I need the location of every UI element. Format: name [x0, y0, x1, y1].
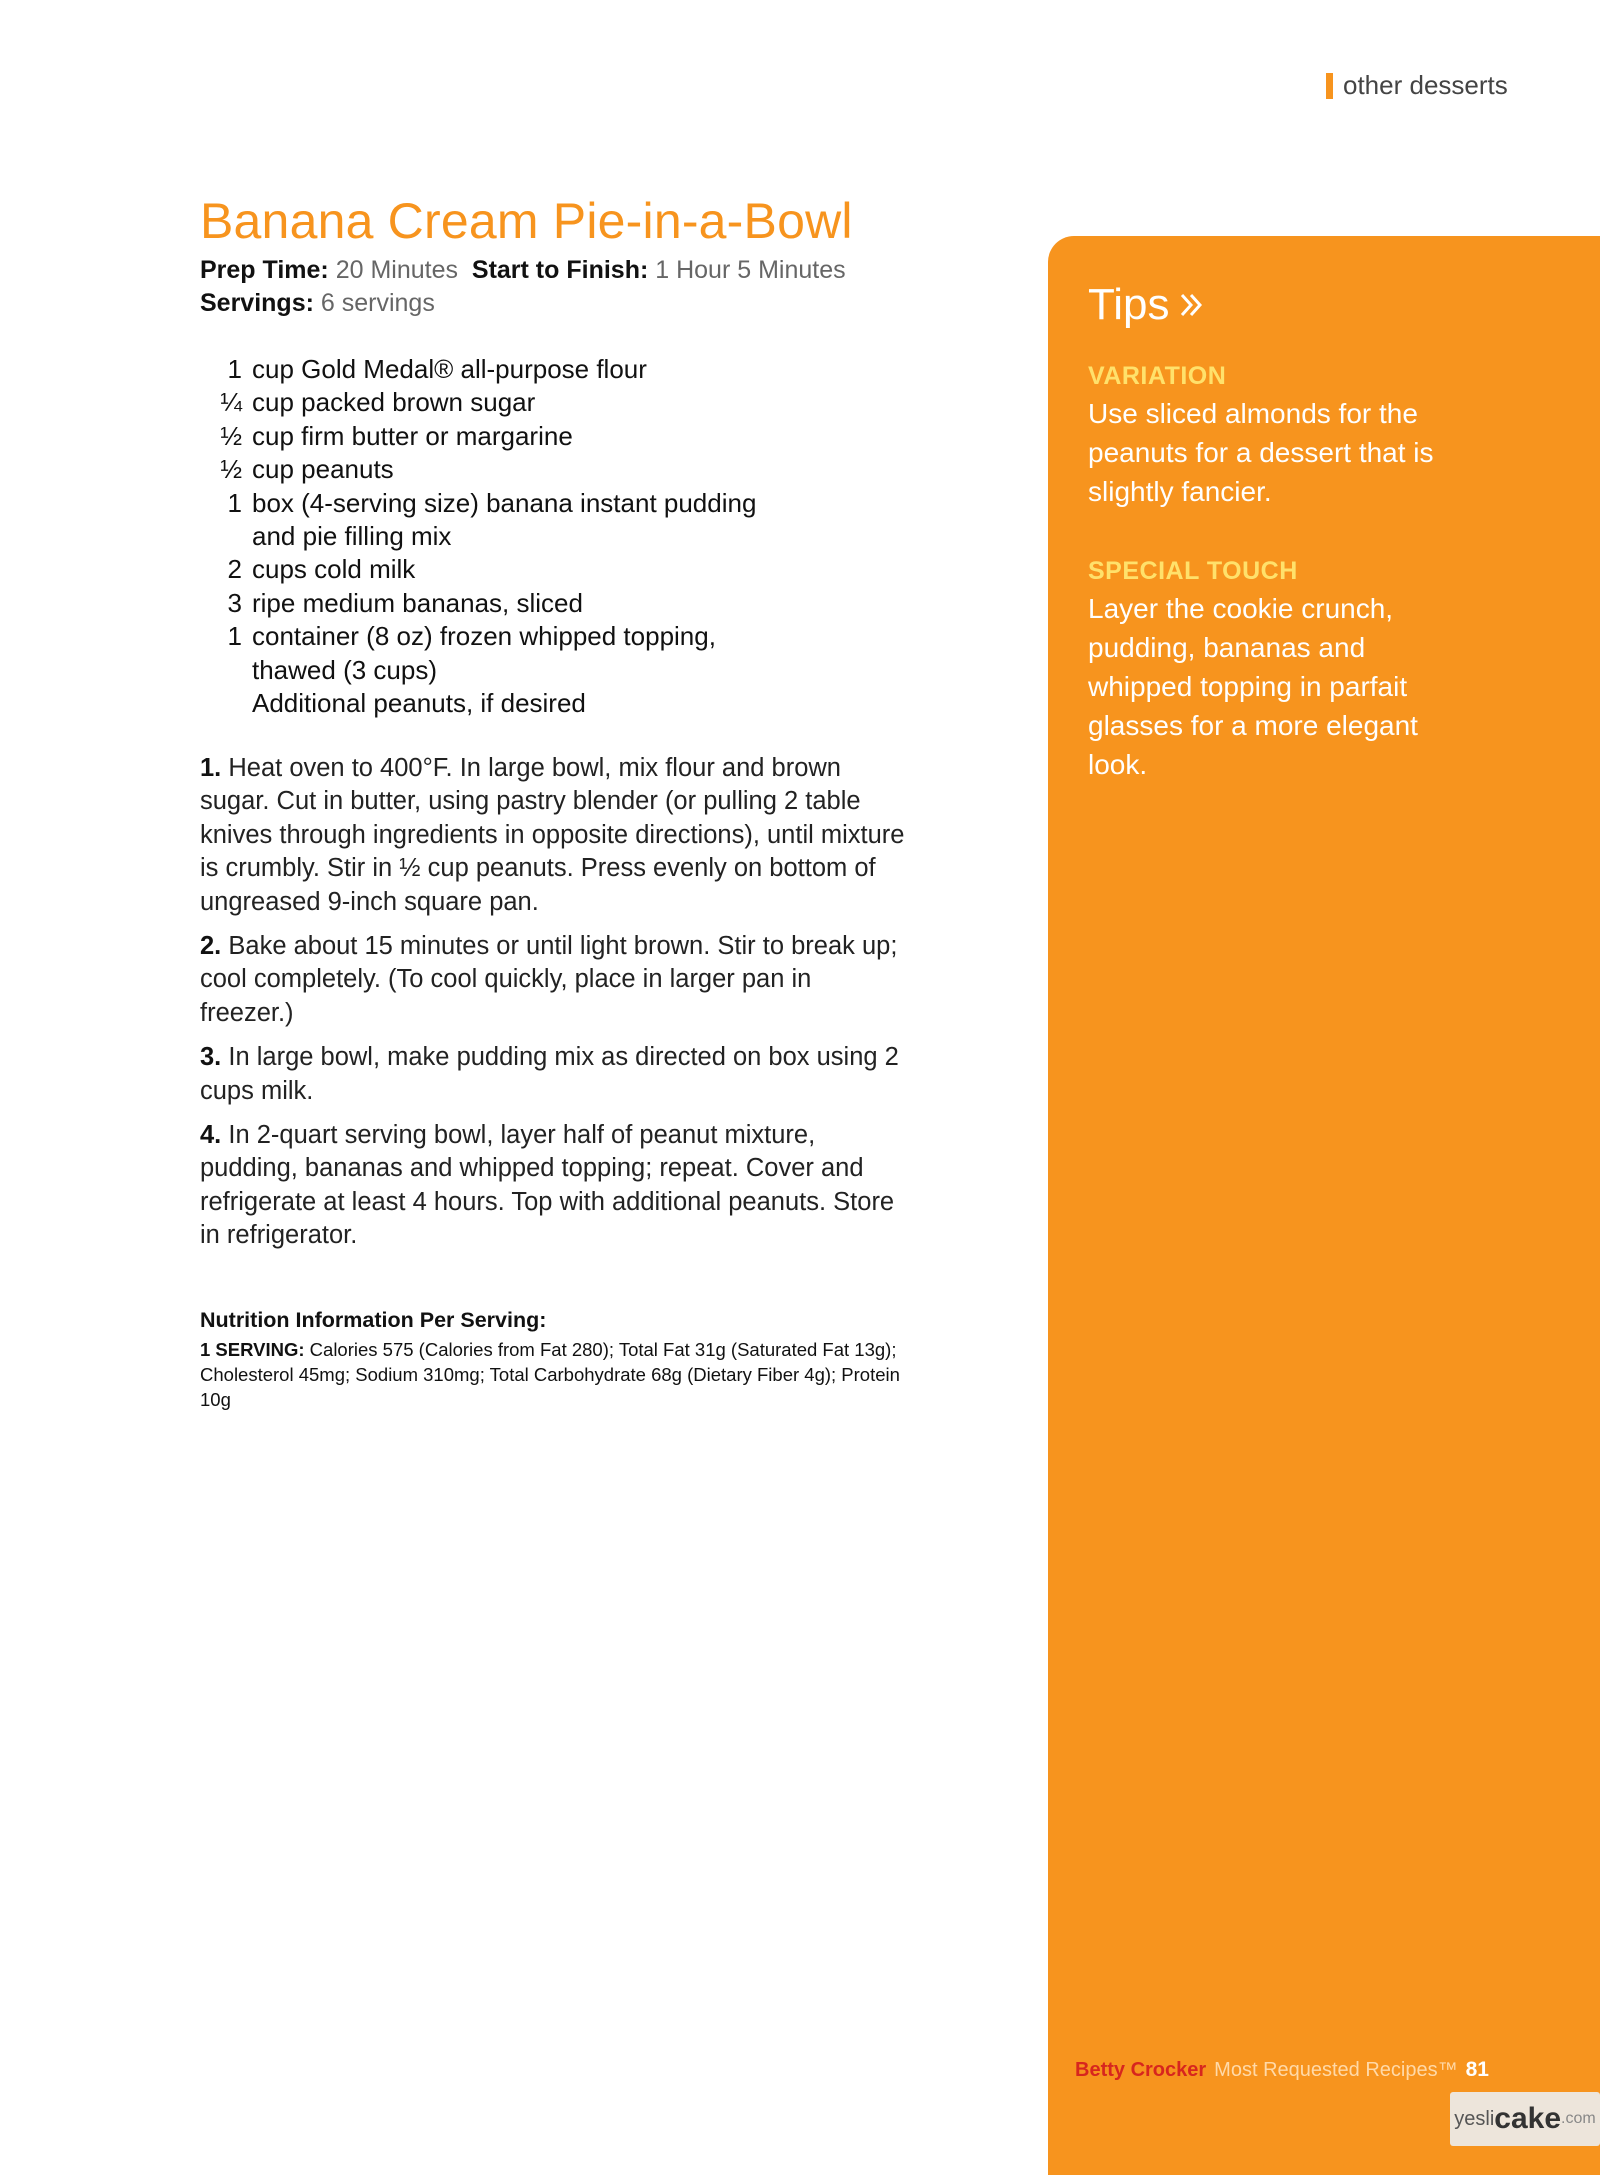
ingredient-text: cup firm butter or margarine [252, 420, 573, 451]
tips-title-text: Tips [1088, 280, 1170, 329]
prep-time-label: Prep Time: [200, 256, 329, 284]
ingredient-text: cup packed brown sugar [252, 387, 536, 418]
ingredient-item [200, 386, 760, 419]
ingredient-text: and pie filling mix [252, 521, 452, 552]
ingredient-qty: ½ [220, 420, 242, 451]
ingredient-qty: 1 [227, 621, 242, 652]
tip-heading-variation: VARIATION [1088, 362, 1227, 390]
step-number: 2. [200, 932, 222, 961]
recipe-title: Banana Cream Pie-in-a-Bowl [200, 193, 853, 249]
tip-heading-special-touch: SPECIAL TOUCH [1088, 557, 1298, 585]
ingredient-item [200, 654, 760, 687]
ingredient-list [200, 353, 760, 720]
step-number: 1. [200, 754, 222, 782]
ingredient-item [200, 520, 760, 553]
prep-time-value: 20 Minutes [335, 256, 458, 284]
ingredient-qty [200, 520, 242, 553]
direction-step [200, 930, 910, 1030]
ingredient-text: box (4-serving size) banana instant pudding [252, 487, 757, 518]
watermark-suffix: .com [1561, 2110, 1596, 2127]
ingredient-qty: ¼ [220, 387, 242, 418]
footer-brand: Betty Crocker [1075, 2059, 1207, 2081]
ingredient-item [200, 453, 760, 486]
ingredient-text: cup Gold Medal® all-purpose flour [252, 354, 647, 384]
nutrition-info [200, 1308, 900, 1412]
ingredient-text: cups cold milk [252, 554, 416, 585]
watermark-prefix: yesli [1454, 2107, 1495, 2130]
step-number: 4. [200, 1121, 222, 1150]
page-number: 81 [1465, 2058, 1489, 2081]
ingredient-qty [200, 687, 242, 720]
ingredient-item [200, 620, 760, 653]
tips-panel [1048, 236, 1600, 2175]
servings-label: Servings: [200, 289, 314, 317]
step-number: 3. [200, 1043, 222, 1072]
nutrition-heading: Nutrition Information Per Serving: [200, 1308, 547, 1332]
ingredient-text: ripe medium bananas, sliced [252, 587, 583, 618]
ingredient-qty: 1 [227, 354, 242, 384]
tip-body-special-touch: Layer the cookie crunch, pudding, bananas and whipped topping in parfait glasses for a more elegant look. [1088, 593, 1418, 780]
ingredient-text: thawed (3 cups) [252, 654, 437, 685]
double-chevron-icon [1176, 290, 1206, 320]
recipe-servings [200, 287, 435, 320]
ingredient-item [200, 353, 760, 386]
serving-label: 1 SERVING: [200, 1339, 305, 1360]
watermark-logo [1450, 2092, 1600, 2146]
section-tag [1326, 70, 1508, 101]
servings-value: 6 servings [320, 289, 435, 317]
ingredient-text: cup peanuts [252, 454, 394, 485]
tips-title [1088, 280, 1206, 330]
page-footer [1075, 2058, 1489, 2082]
nutrition-text: Calories 575 (Calories from Fat 280); Total Fat 31g (Saturated Fat 13g); Cholesterol 45mg; Sodium 310mg; Total Carbohydrate 68g (Dietary Fiber 4g); Protein 10g [200, 1339, 900, 1410]
step-text: Heat oven to 400°F. In large bowl, mix flour and brown sugar. Cut in butter, using pastry blender (or pulling 2 table knives through ingredients in opposite directions), until mixture is crumbly. Stir in ½ cup peanuts. Press evenly on bottom of ungreased 9-inch square pan. [200, 754, 905, 916]
recipe-times [200, 254, 846, 287]
direction-step [200, 1041, 910, 1108]
ingredient-text: Additional peanuts, if desired [252, 688, 586, 719]
footer-book-title: Most Requested Recipes™ [1214, 2059, 1458, 2081]
ingredient-item [200, 420, 760, 453]
ingredient-qty: ½ [220, 454, 242, 485]
section-label: other desserts [1343, 70, 1508, 100]
start-to-finish-value: 1 Hour 5 Minutes [655, 256, 846, 284]
ingredient-item [200, 687, 760, 720]
nutrition-details [200, 1337, 900, 1412]
ingredient-item [200, 587, 760, 620]
direction-step [200, 1119, 910, 1253]
section-marker [1326, 73, 1333, 99]
step-text: In large bowl, make pudding mix as directed on box using 2 cups milk. [200, 1043, 899, 1105]
ingredient-qty: 1 [227, 487, 242, 518]
watermark-big: cake [1494, 2102, 1562, 2135]
ingredient-item [200, 487, 760, 520]
ingredient-qty: 3 [227, 587, 242, 618]
ingredient-text: container (8 oz) frozen whipped topping, [252, 621, 716, 652]
direction-step [200, 752, 910, 919]
step-text: In 2-quart serving bowl, layer half of peanut mixture, pudding, bananas and whipped topping; repeat. Cover and refrigerate at least 4 hours. Top with additional peanuts. Store in refrigerator. [200, 1121, 895, 1250]
tip-body-variation: Use sliced almonds for the peanuts for a dessert that is slightly fancier. [1088, 398, 1434, 507]
start-to-finish-label: Start to Finish: [471, 256, 649, 284]
ingredient-qty: 2 [227, 554, 242, 585]
directions [200, 752, 910, 1264]
ingredient-qty [200, 654, 242, 687]
ingredient-item [200, 553, 760, 586]
step-text: Bake about 15 minutes or until light brown. Stir to break up; cool completely. (To cool quickly, place in larger pan in freezer.) [200, 932, 898, 1027]
